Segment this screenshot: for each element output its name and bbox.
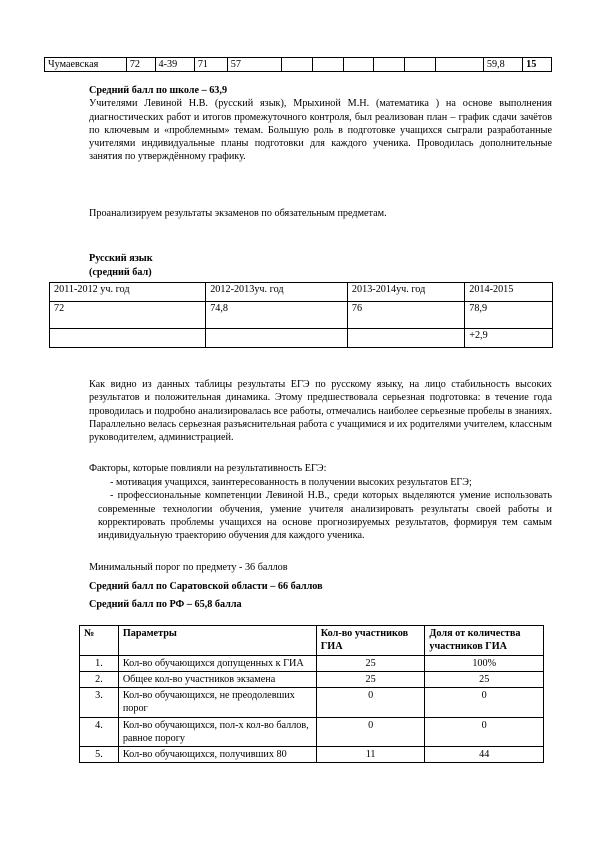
analysis-line: Проанализируем результаты экзаменов по обязательным предметам. xyxy=(89,208,387,219)
paragraph-text: Как видно из данных таблицы результаты ЕГЭ по русскому языку, на лицо стабильность высоких результатов и положительная динамика. Этому предшествовала серьезная подготовка: в течение года проводилась и подробно анализировалась все работы, отмечались наиболее серьезные пробелы в знаниях. Параллельно велась серьезная разъяснительная работа с учащимися и их родителями учителем, классным руководителем, администрацией. xyxy=(89,379,552,443)
table-cell: 25 xyxy=(316,671,425,687)
table-cell xyxy=(347,329,464,348)
table-cell xyxy=(343,58,374,72)
table-cell: Кол-во обучающихся, получивших 80 xyxy=(118,747,316,763)
table-row xyxy=(80,688,544,718)
table-header-row xyxy=(80,626,544,656)
table-cell: Кол-во обучающихся допущенных к ГИА xyxy=(118,655,316,671)
table-cell: 57 xyxy=(227,58,281,72)
table-cell xyxy=(374,58,405,72)
section-subtitle: (средний бал) xyxy=(89,267,152,278)
table-row xyxy=(80,747,544,763)
min-threshold xyxy=(89,561,288,574)
table-header-cell: Кол-во участников ГИА xyxy=(316,626,425,656)
factor-list xyxy=(92,476,552,542)
table-cell: +2,9 xyxy=(465,329,553,348)
table-header-cell: № xyxy=(80,626,119,656)
table-header-cell: 2011-2012 уч. год xyxy=(50,283,206,302)
table-cell: 25 xyxy=(425,671,544,687)
table-cell: Кол-во обучающихся, пол-х кол-во баллов, равное порогу xyxy=(118,717,316,747)
table-cell: 59,8 xyxy=(483,58,522,72)
table-cell: 5. xyxy=(80,747,119,763)
table-cell xyxy=(50,329,206,348)
table-cell: 44 xyxy=(425,747,544,763)
table-cell: Общее кол-во участников экзамена xyxy=(118,671,316,687)
table-header-cell: 2013-2014уч. год xyxy=(347,283,464,302)
table-cell: 0 xyxy=(316,717,425,747)
table-row xyxy=(80,717,544,747)
table-cell: 71 xyxy=(194,58,227,72)
avg-rf: Средний балл по РФ – 65,8 балла xyxy=(89,599,242,610)
paragraph-text: Учителями Левиной Н.В. (русский язык), Мрыхиной М.Н. (математика ) на основе выполнения диагностических работ и итогов промежуточного контроля, был реализован план – график сдачи зачётов по ключевым и «проблемным» темам. Большую роль в подготовке учащихся сыграли разработанные учителями индивидуальные планы подготовки для каждого ученика. Проводилась дополнительные занятия по утверждённому графику. xyxy=(89,98,552,163)
table-cell: 100% xyxy=(425,655,544,671)
section-title: Русский язык xyxy=(89,253,153,264)
table-cell: 11 xyxy=(316,747,425,763)
table-cell: Чумаевская xyxy=(45,58,127,72)
table-row xyxy=(45,58,552,72)
table-header-cell: Доля от количества участников ГИА xyxy=(425,626,544,656)
table-cell xyxy=(405,58,436,72)
table-cell: 78,9 xyxy=(465,302,553,329)
table-cell: 74,8 xyxy=(206,302,348,329)
table-cell: 0 xyxy=(425,688,544,718)
table-header-cell: 2012-2013уч. год xyxy=(206,283,348,302)
table-cell: 0 xyxy=(316,688,425,718)
table-row xyxy=(50,302,553,329)
list-item: - мотивация учащихся, заинтересованность в получении высоких результатов ЕГЭ; xyxy=(110,477,472,488)
table-row xyxy=(50,329,553,348)
table-cell: Кол-во обучающихся, не преодолевших порог xyxy=(118,688,316,718)
table-cell: 25 xyxy=(316,655,425,671)
table-cell: 4-39 xyxy=(155,58,194,72)
table-cell xyxy=(281,58,312,72)
table-cell: 72 xyxy=(50,302,206,329)
avg-region: Средний балл по Саратовской области – 66 баллов xyxy=(89,581,323,592)
min-threshold-text: Минимальный порог по предмету - 36 баллов xyxy=(89,562,288,573)
params-table xyxy=(79,625,544,763)
factors-title: Факторы, которые повлияли на результативность ЕГЭ: xyxy=(89,463,327,474)
russian-results-table xyxy=(49,282,553,348)
school-results-table xyxy=(44,57,552,72)
table-header-cell: 2014-2015 xyxy=(465,283,553,302)
table-cell xyxy=(312,58,343,72)
table-cell xyxy=(436,58,484,72)
table-row xyxy=(80,655,544,671)
list-item: - профессиональные компетенции Левиной Н.В., среди которых выделяются умение использовать современные технологии обучения, умение учителя анализировать результаты своей работы и корректировать проблемы учащихся на основе прогнозируемых результатов, формируя тем самым индивидуальную траекторию обучения для каждого ученика. xyxy=(98,490,552,541)
table-cell: 3. xyxy=(80,688,119,718)
table-cell: 1. xyxy=(80,655,119,671)
table-header-row xyxy=(50,283,553,302)
table-cell: 2. xyxy=(80,671,119,687)
table-cell: 0 xyxy=(425,717,544,747)
table-cell: 15 xyxy=(523,58,552,72)
school-paragraph xyxy=(89,84,552,164)
avg-school-line: Средний балл по школе – 63,9 xyxy=(89,85,228,96)
table-cell xyxy=(206,329,348,348)
table-cell: 72 xyxy=(126,58,155,72)
table-cell: 4. xyxy=(80,717,119,747)
table-cell: 76 xyxy=(347,302,464,329)
table-header-cell: Параметры xyxy=(118,626,316,656)
table-row xyxy=(80,671,544,687)
